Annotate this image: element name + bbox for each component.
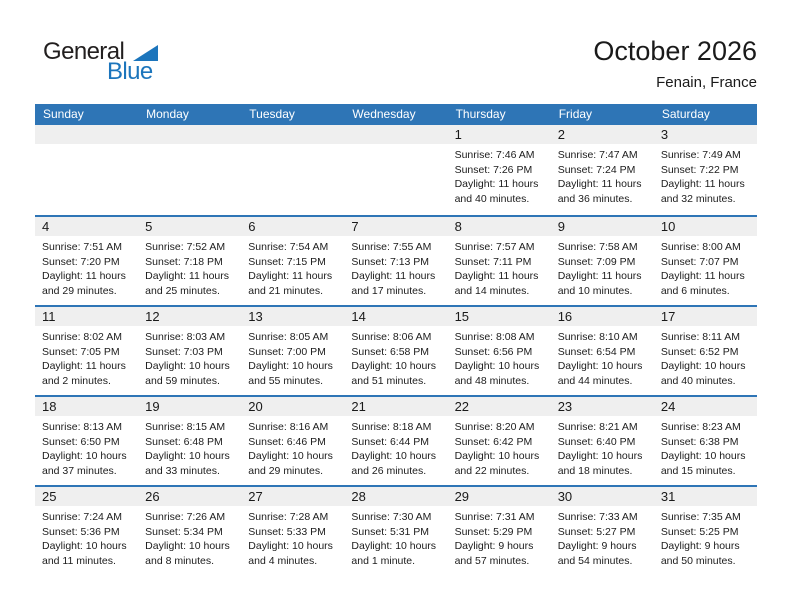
daylight-text: Daylight: 11 hours and 10 minutes. (557, 270, 642, 297)
day-number: 18 (35, 397, 138, 416)
day-details (448, 506, 551, 568)
day-details (344, 236, 447, 298)
day-number: 8 (448, 217, 551, 236)
sunrise-text: Sunrise: 8:03 AM (145, 331, 226, 343)
day-cell-10 (654, 217, 757, 305)
day-details (551, 144, 654, 206)
daylight-text: Daylight: 10 hours and 48 minutes. (454, 360, 540, 387)
sunset-text: Sunset: 7:13 PM (351, 255, 430, 268)
daylight-text: Daylight: 10 hours and 51 minutes. (351, 360, 437, 387)
sunset-text: Sunset: 7:15 PM (248, 255, 326, 268)
sunset-text: Sunset: 7:20 PM (42, 255, 120, 268)
day-details (138, 236, 241, 298)
daylight-text: Daylight: 10 hours and 1 minute. (351, 540, 437, 567)
sunset-text: Sunset: 7:26 PM (454, 163, 533, 176)
sunset-text: Sunset: 6:54 PM (557, 345, 636, 358)
day-details (138, 416, 241, 478)
sunrise-text: Sunrise: 8:18 AM (351, 421, 432, 433)
daylight-text: Daylight: 10 hours and 55 minutes. (248, 360, 333, 387)
day-details (35, 506, 138, 568)
day-cell-14 (344, 307, 447, 395)
sunset-text: Sunset: 6:48 PM (145, 435, 223, 448)
sunrise-text: Sunrise: 8:15 AM (145, 421, 226, 433)
month-title: October 2026 (593, 36, 757, 66)
day-number: 4 (35, 217, 138, 236)
weekday-header-thursday: Thursday (455, 107, 506, 121)
sunrise-text: Sunrise: 7:51 AM (42, 241, 122, 253)
sunset-text: Sunset: 7:05 PM (42, 345, 120, 358)
day-number: 25 (35, 487, 138, 506)
sunset-text: Sunset: 7:07 PM (660, 255, 739, 268)
sunrise-text: Sunrise: 7:52 AM (145, 241, 226, 253)
sunset-text: Sunset: 6:40 PM (557, 435, 636, 448)
daylight-text: Daylight: 11 hours and 14 minutes. (454, 270, 539, 297)
sunset-text: Sunset: 6:58 PM (351, 345, 430, 358)
sunset-text: Sunset: 5:29 PM (454, 525, 533, 538)
day-number: 13 (241, 307, 344, 326)
daylight-text: Daylight: 10 hours and 33 minutes. (145, 450, 230, 477)
day-number: 19 (138, 397, 241, 416)
week-row-1 (35, 125, 757, 215)
day-cell-16 (551, 307, 654, 395)
daylight-text: Daylight: 10 hours and 37 minutes. (42, 450, 127, 477)
day-cell-19 (138, 397, 241, 485)
day-details (448, 326, 551, 388)
day-number: 5 (138, 217, 241, 236)
day-number: 6 (241, 217, 344, 236)
day-details (654, 144, 757, 206)
day-cell-23 (551, 397, 654, 485)
day-number: 14 (344, 307, 447, 326)
daylight-text: Daylight: 10 hours and 40 minutes. (660, 360, 746, 387)
sunrise-text: Sunrise: 7:24 AM (42, 511, 122, 523)
sunset-text: Sunset: 6:52 PM (660, 345, 739, 358)
day-cell-11 (35, 307, 138, 395)
daylight-text: Daylight: 11 hours and 32 minutes. (660, 178, 745, 205)
sunrise-text: Sunrise: 7:49 AM (660, 149, 741, 161)
day-cell-27 (241, 487, 344, 575)
day-number: 16 (551, 307, 654, 326)
day-details (654, 326, 757, 388)
day-number: 9 (551, 217, 654, 236)
empty-day-cell (241, 125, 344, 215)
sunrise-text: Sunrise: 8:08 AM (454, 331, 535, 343)
day-number: 3 (654, 125, 757, 144)
day-number: 24 (654, 397, 757, 416)
day-cell-31 (654, 487, 757, 575)
day-number: 1 (448, 125, 551, 144)
week-row-5 (35, 485, 757, 575)
daylight-text: Daylight: 10 hours and 8 minutes. (145, 540, 230, 567)
title-block (593, 36, 757, 91)
day-details (448, 416, 551, 478)
sunrise-text: Sunrise: 7:57 AM (454, 241, 535, 253)
general-blue-logo (43, 38, 173, 84)
sunrise-text: Sunrise: 8:10 AM (557, 331, 638, 343)
day-details (551, 506, 654, 568)
weekday-header-tuesday: Tuesday (249, 107, 295, 121)
day-details (551, 416, 654, 478)
day-details (344, 416, 447, 478)
day-number: 26 (138, 487, 241, 506)
day-cell-21 (344, 397, 447, 485)
day-number: 2 (551, 125, 654, 144)
sunrise-text: Sunrise: 8:02 AM (42, 331, 122, 343)
day-number: 27 (241, 487, 344, 506)
day-number: 15 (448, 307, 551, 326)
day-cell-13 (241, 307, 344, 395)
daylight-text: Daylight: 11 hours and 29 minutes. (42, 270, 126, 297)
sunrise-text: Sunrise: 8:06 AM (351, 331, 432, 343)
day-number: 23 (551, 397, 654, 416)
sunset-text: Sunset: 7:11 PM (454, 255, 532, 268)
empty-day-cell (138, 125, 241, 215)
sunset-text: Sunset: 7:18 PM (145, 255, 223, 268)
day-details (241, 326, 344, 388)
weekday-header-friday: Friday (558, 107, 593, 121)
day-details (654, 506, 757, 568)
daylight-text: Daylight: 11 hours and 6 minutes. (660, 270, 745, 297)
sunrise-text: Sunrise: 7:26 AM (145, 511, 226, 523)
day-cell-8 (448, 217, 551, 305)
weekday-header-wednesday: Wednesday (352, 107, 416, 121)
sunset-text: Sunset: 7:03 PM (145, 345, 223, 358)
sunrise-text: Sunrise: 8:11 AM (660, 331, 741, 343)
daylight-text: Daylight: 11 hours and 21 minutes. (248, 270, 333, 297)
location-subtitle: Fenain, France (656, 74, 757, 91)
day-details (551, 326, 654, 388)
daylight-text: Daylight: 10 hours and 29 minutes. (248, 450, 333, 477)
day-details (35, 236, 138, 298)
sunrise-text: Sunrise: 7:46 AM (454, 149, 535, 161)
sunrise-text: Sunrise: 7:28 AM (248, 511, 329, 523)
day-cell-17 (654, 307, 757, 395)
day-details (241, 506, 344, 568)
sunrise-text: Sunrise: 7:47 AM (557, 149, 638, 161)
sunrise-text: Sunrise: 8:23 AM (660, 421, 741, 433)
sunrise-text: Sunrise: 7:58 AM (557, 241, 638, 253)
sunset-text: Sunset: 5:31 PM (351, 525, 430, 538)
weeks-container (35, 125, 757, 575)
week-row-2 (35, 215, 757, 305)
sunrise-text: Sunrise: 8:21 AM (557, 421, 638, 433)
day-details (654, 416, 757, 478)
day-number: 30 (551, 487, 654, 506)
logo-text-general: General (43, 38, 125, 65)
day-cell-24 (654, 397, 757, 485)
daylight-text: Daylight: 10 hours and 26 minutes. (351, 450, 437, 477)
sunset-text: Sunset: 6:50 PM (42, 435, 120, 448)
daylight-text: Daylight: 11 hours and 2 minutes. (42, 360, 126, 387)
sunrise-text: Sunrise: 7:35 AM (660, 511, 741, 523)
day-number: 12 (138, 307, 241, 326)
sunrise-text: Sunrise: 8:13 AM (42, 421, 122, 433)
week-row-4 (35, 395, 757, 485)
daylight-text: Daylight: 11 hours and 17 minutes. (351, 270, 436, 297)
day-details (138, 506, 241, 568)
sunrise-text: Sunrise: 8:20 AM (454, 421, 535, 433)
sunrise-text: Sunrise: 7:30 AM (351, 511, 432, 523)
sunrise-text: Sunrise: 7:55 AM (351, 241, 432, 253)
day-number: 7 (344, 217, 447, 236)
day-details (654, 236, 757, 298)
empty-day-cell (344, 125, 447, 215)
day-cell-6 (241, 217, 344, 305)
calendar-grid (35, 104, 757, 575)
day-cell-15 (448, 307, 551, 395)
day-number-empty (241, 125, 344, 144)
sunset-text: Sunset: 5:33 PM (248, 525, 326, 538)
day-number: 29 (448, 487, 551, 506)
daylight-text: Daylight: 11 hours and 40 minutes. (454, 178, 539, 205)
sunset-text: Sunset: 5:36 PM (42, 525, 120, 538)
day-cell-18 (35, 397, 138, 485)
day-number-empty (344, 125, 447, 144)
day-number: 20 (241, 397, 344, 416)
sunset-text: Sunset: 6:38 PM (660, 435, 739, 448)
day-cell-5 (138, 217, 241, 305)
daylight-text: Daylight: 10 hours and 11 minutes. (42, 540, 127, 567)
daylight-text: Daylight: 10 hours and 4 minutes. (248, 540, 333, 567)
day-cell-9 (551, 217, 654, 305)
daylight-text: Daylight: 10 hours and 15 minutes. (660, 450, 746, 477)
sunset-text: Sunset: 5:27 PM (557, 525, 636, 538)
daylight-text: Daylight: 9 hours and 57 minutes. (454, 540, 534, 567)
day-number: 10 (654, 217, 757, 236)
day-cell-1 (448, 125, 551, 215)
day-number: 17 (654, 307, 757, 326)
logo-text-blue: Blue (107, 58, 153, 85)
empty-day-cell (35, 125, 138, 215)
day-details (344, 326, 447, 388)
daylight-text: Daylight: 10 hours and 44 minutes. (557, 360, 643, 387)
day-details (35, 416, 138, 478)
sunset-text: Sunset: 6:56 PM (454, 345, 533, 358)
day-details (35, 326, 138, 388)
daylight-text: Daylight: 10 hours and 22 minutes. (454, 450, 540, 477)
weekday-header-monday: Monday (146, 107, 189, 121)
day-cell-20 (241, 397, 344, 485)
day-number: 28 (344, 487, 447, 506)
day-cell-7 (344, 217, 447, 305)
day-cell-2 (551, 125, 654, 215)
sunset-text: Sunset: 7:22 PM (660, 163, 739, 176)
day-number: 11 (35, 307, 138, 326)
day-number: 21 (344, 397, 447, 416)
weekday-header-sunday: Sunday (43, 107, 84, 121)
daylight-text: Daylight: 10 hours and 59 minutes. (145, 360, 230, 387)
day-cell-3 (654, 125, 757, 215)
sunrise-text: Sunrise: 7:33 AM (557, 511, 638, 523)
day-cell-28 (344, 487, 447, 575)
day-details (448, 236, 551, 298)
day-cell-30 (551, 487, 654, 575)
sunset-text: Sunset: 7:09 PM (557, 255, 636, 268)
sunset-text: Sunset: 5:25 PM (660, 525, 739, 538)
sunrise-text: Sunrise: 8:16 AM (248, 421, 329, 433)
day-number: 22 (448, 397, 551, 416)
day-cell-25 (35, 487, 138, 575)
sunrise-text: Sunrise: 8:05 AM (248, 331, 329, 343)
sunrise-text: Sunrise: 7:31 AM (454, 511, 535, 523)
daylight-text: Daylight: 9 hours and 50 minutes. (660, 540, 740, 567)
day-number-empty (138, 125, 241, 144)
daylight-text: Daylight: 10 hours and 18 minutes. (557, 450, 643, 477)
day-details (241, 416, 344, 478)
sunset-text: Sunset: 5:34 PM (145, 525, 223, 538)
daylight-text: Daylight: 11 hours and 36 minutes. (557, 178, 642, 205)
day-cell-26 (138, 487, 241, 575)
day-cell-22 (448, 397, 551, 485)
day-details (551, 236, 654, 298)
day-cell-4 (35, 217, 138, 305)
daylight-text: Daylight: 9 hours and 54 minutes. (557, 540, 637, 567)
week-row-3 (35, 305, 757, 395)
day-cell-29 (448, 487, 551, 575)
daylight-text: Daylight: 11 hours and 25 minutes. (145, 270, 229, 297)
weekday-header-row (35, 104, 757, 125)
day-details (138, 326, 241, 388)
sunset-text: Sunset: 7:24 PM (557, 163, 636, 176)
weekday-header-saturday: Saturday (661, 107, 710, 121)
day-details (241, 236, 344, 298)
sunset-text: Sunset: 6:42 PM (454, 435, 533, 448)
day-details (344, 506, 447, 568)
sunrise-text: Sunrise: 8:00 AM (660, 241, 741, 253)
sunset-text: Sunset: 6:44 PM (351, 435, 430, 448)
day-number-empty (35, 125, 138, 144)
sunset-text: Sunset: 7:00 PM (248, 345, 326, 358)
day-number: 31 (654, 487, 757, 506)
day-cell-12 (138, 307, 241, 395)
sunset-text: Sunset: 6:46 PM (248, 435, 326, 448)
sunrise-text: Sunrise: 7:54 AM (248, 241, 329, 253)
day-details (448, 144, 551, 206)
